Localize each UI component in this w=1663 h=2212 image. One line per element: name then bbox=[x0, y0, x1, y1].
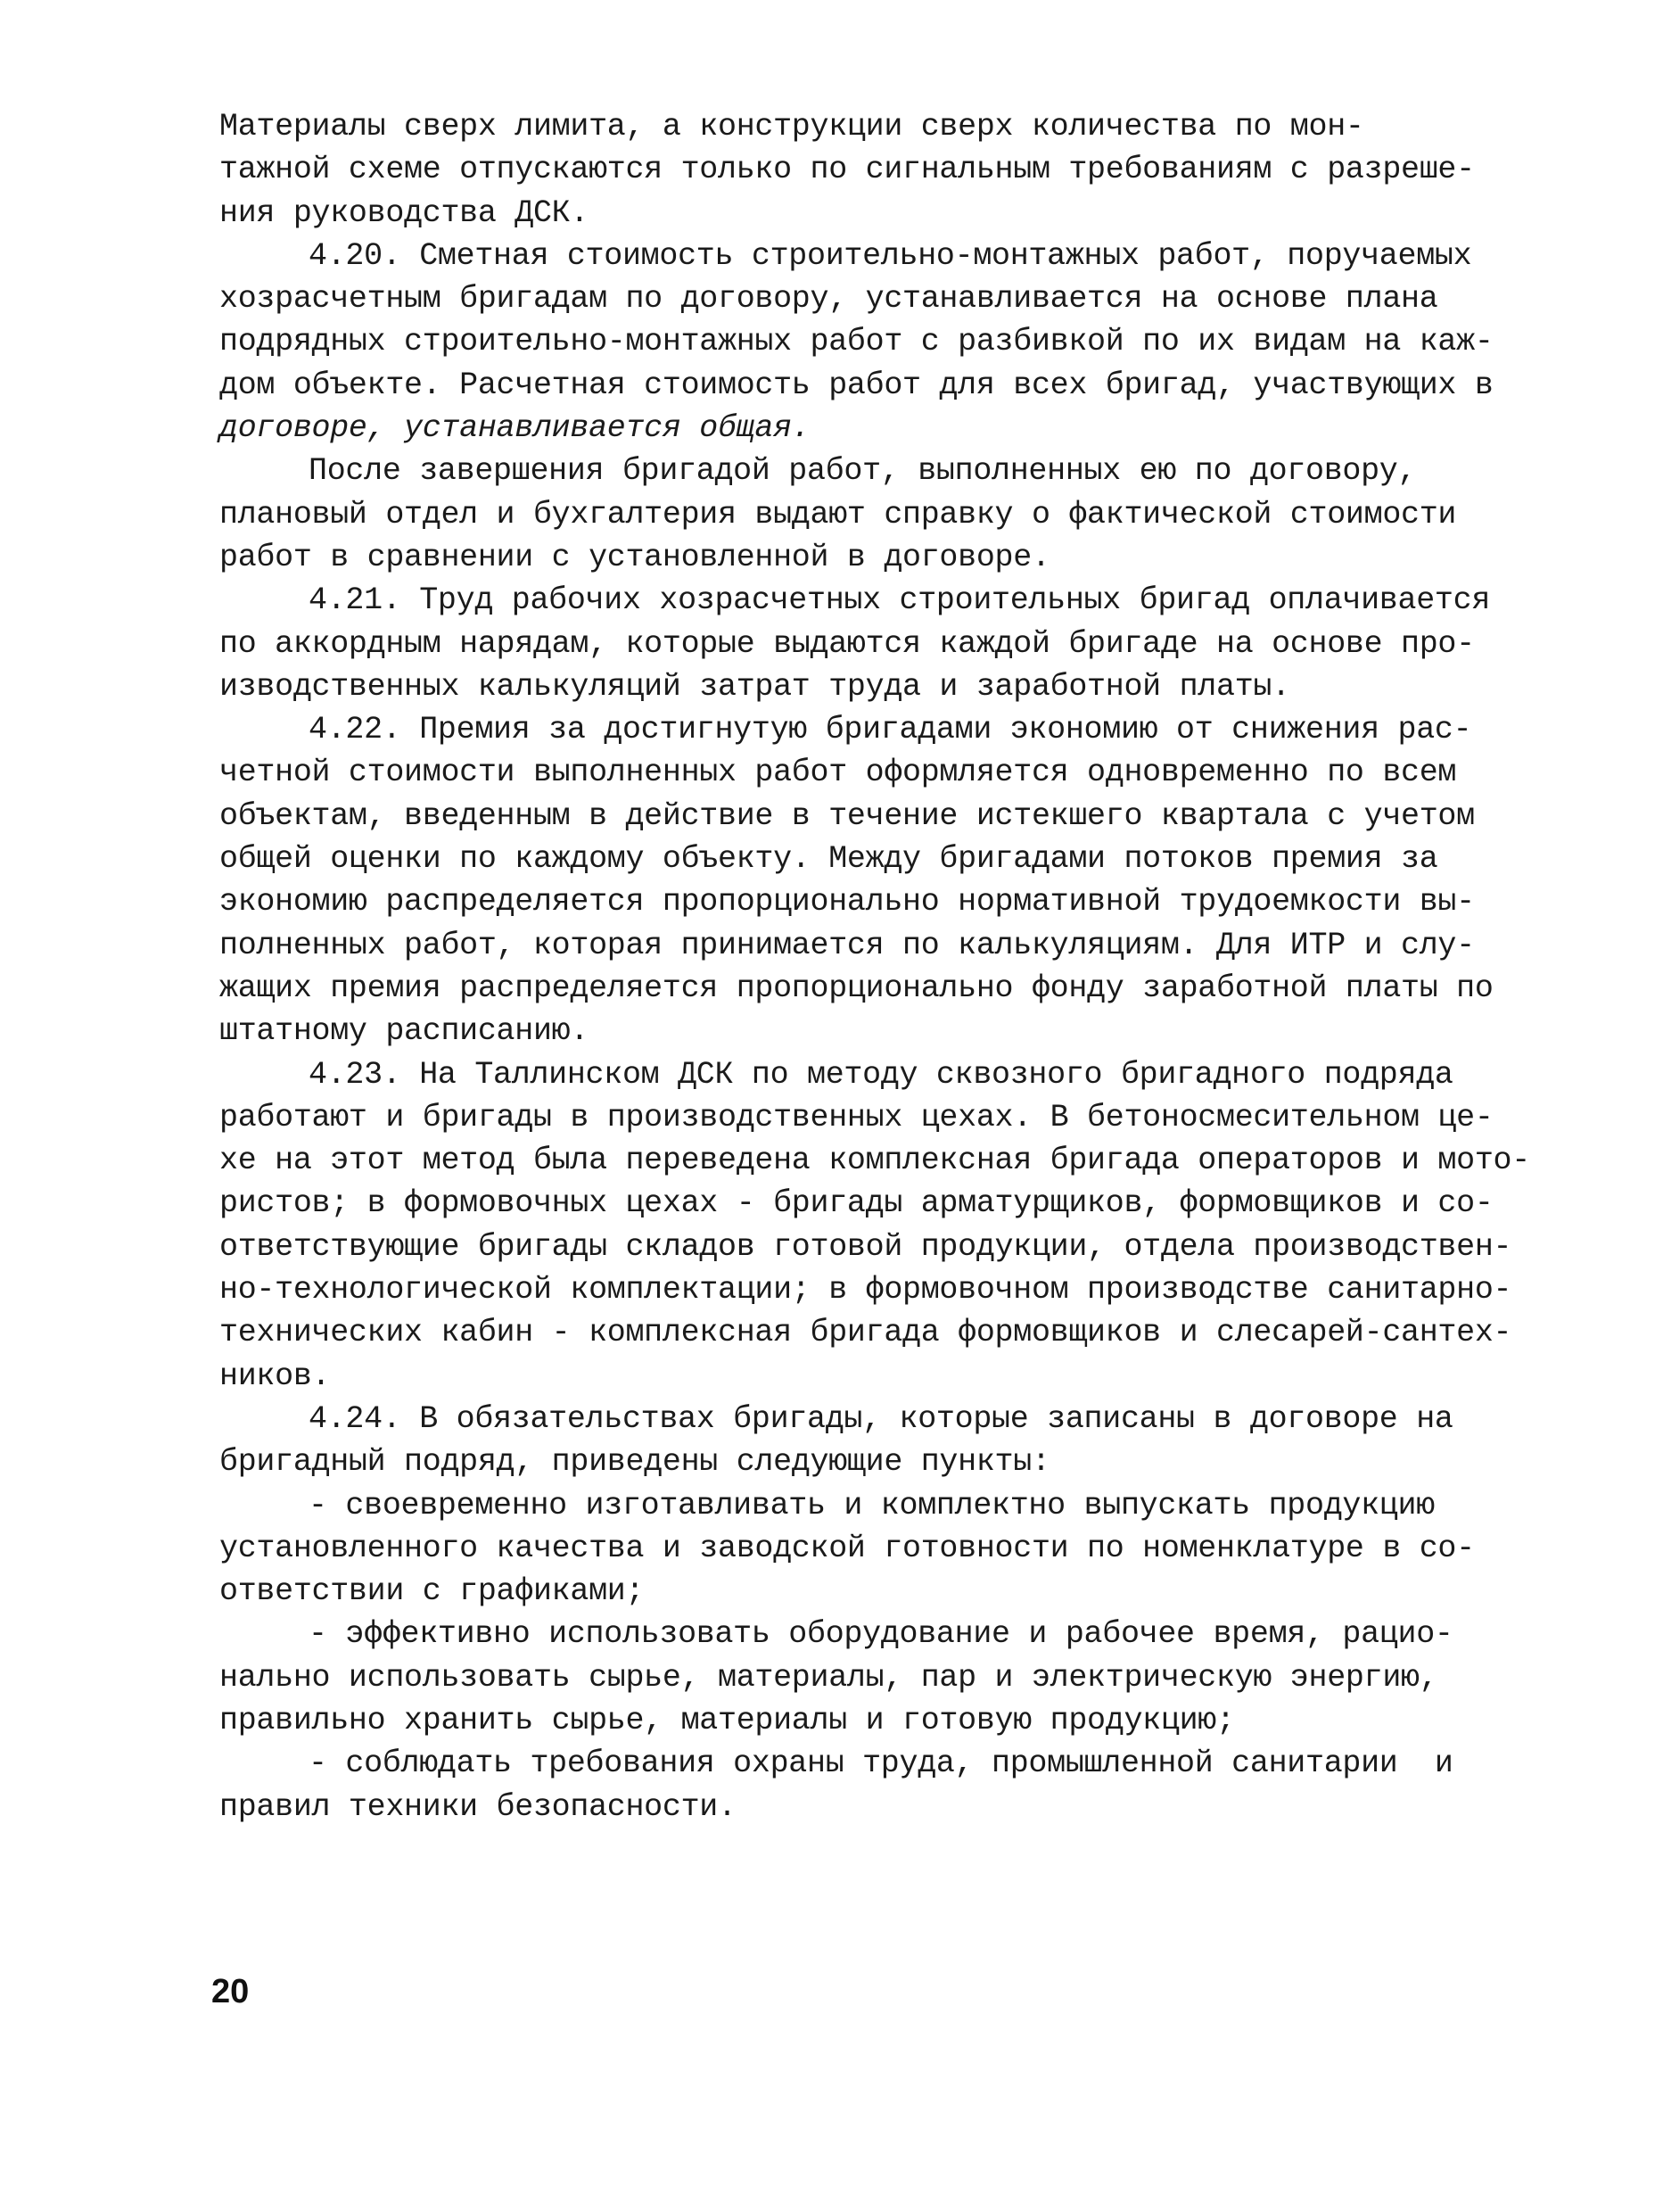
text-line: ответствующие бригады складов готовой продукции, отдела производствен- bbox=[219, 1228, 1512, 1265]
text-line: общей оценки по каждому объекту. Между бригадами потоков премия за bbox=[219, 841, 1438, 878]
text-line: технических кабин - комплексная бригада формовщиков и слесарей-сантех- bbox=[219, 1315, 1512, 1351]
text-line: - эффективно использовать оборудование и рабочее время, рацио- bbox=[309, 1616, 1453, 1653]
body-text bbox=[219, 105, 1530, 1828]
text-line: ников. bbox=[219, 1358, 331, 1394]
text-line: объектам, введенным в действие в течение истекшего квартала с учетом bbox=[219, 797, 1475, 834]
text-line: четной стоимости выполненных работ оформляется одновременно по всем bbox=[219, 755, 1457, 791]
text-line: бригадный подряд, приведены следующие пункты: bbox=[219, 1444, 1050, 1481]
text-line: хе на этот метод была переведена комплексная бригада операторов и мото- bbox=[219, 1143, 1530, 1179]
text-line: жащих премия распределяется пропорционально фонду заработной платы по bbox=[219, 970, 1494, 1006]
text-line: тажной схеме отпускаются только по сигнальным требованиям с разреше- bbox=[219, 152, 1475, 188]
text-line: ния руководства ДСК. bbox=[219, 194, 589, 231]
text-line: правильно хранить сырье, материалы и готовую продукцию; bbox=[219, 1702, 1235, 1738]
text-line: - соблюдать требования охраны труда, промышленной санитарии и bbox=[309, 1746, 1453, 1782]
text-line: ристов; в формовочных цехах - бригады арматурщиков, формовщиков и со- bbox=[219, 1185, 1494, 1222]
text-line: плановый отдел и бухгалтерия выдают справку о фактической стоимости bbox=[219, 496, 1457, 532]
text-line: экономию распределяется пропорционально нормативной трудоемкости вы- bbox=[219, 884, 1475, 920]
text-line: правил техники безопасности. bbox=[219, 1788, 737, 1825]
text-line: изводственных калькуляций затрат труда и заработной платы. bbox=[219, 668, 1290, 705]
text-line: по аккордным нарядам, которые выдаются каждой бригаде на основе про- bbox=[219, 625, 1475, 662]
text-line: полненных работ, которая принимается по калькуляциям. Для ИТР и слу- bbox=[219, 927, 1475, 963]
text-line: ответствии с графиками; bbox=[219, 1573, 645, 1610]
text-line: работ в сравнении с установленной в договоре. bbox=[219, 539, 1050, 575]
text-line: Материалы сверх лимита, а конструкции сверх количества по мон- bbox=[219, 109, 1364, 144]
text-line: 4.22. Премия за достигнутую бригадами экономию от снижения рас- bbox=[309, 712, 1472, 748]
page-number: 20 bbox=[211, 1973, 250, 2010]
text-line: договоре, устанавливается общая. bbox=[219, 410, 811, 447]
text-line: штатному расписанию. bbox=[219, 1013, 589, 1050]
text-line: 4.20. Сметная стоимость строительно-монтажных работ, поручаемых bbox=[309, 237, 1472, 274]
text-line: 4.23. На Таллинском ДСК по методу сквозного бригадного подряда bbox=[309, 1056, 1453, 1093]
text-line: 4.24. В обязательствах бригады, которые записаны в договоре на bbox=[309, 1400, 1453, 1437]
text-line: 4.21. Труд рабочих хозрасчетных строительных бригад оплачивается bbox=[309, 582, 1491, 619]
text-line: дом объекте. Расчетная стоимость работ для всех бригад, участвующих в bbox=[219, 367, 1494, 403]
text-line: хозрасчетным бригадам по договору, устанавливается на основе плана bbox=[219, 281, 1438, 318]
text-line: - своевременно изготавливать и комплектно выпускать продукцию bbox=[309, 1487, 1435, 1523]
text-line: установленного качества и заводской готовности по номенклатуре в со- bbox=[219, 1530, 1475, 1566]
text-line: работают и бригады в производственных цехах. В бетоносмесительном це- bbox=[219, 1099, 1494, 1135]
text-line: но-технологической комплектации; в формовочном производстве санитарно- bbox=[219, 1272, 1512, 1308]
text-line: подрядных строительно-монтажных работ с разбивкой по их видам на каж- bbox=[219, 324, 1494, 360]
text-line: После завершения бригадой работ, выполненных ею по договору, bbox=[309, 453, 1417, 490]
text-line: нально использовать сырье, материалы, пар и электрическую энергию, bbox=[219, 1659, 1438, 1696]
